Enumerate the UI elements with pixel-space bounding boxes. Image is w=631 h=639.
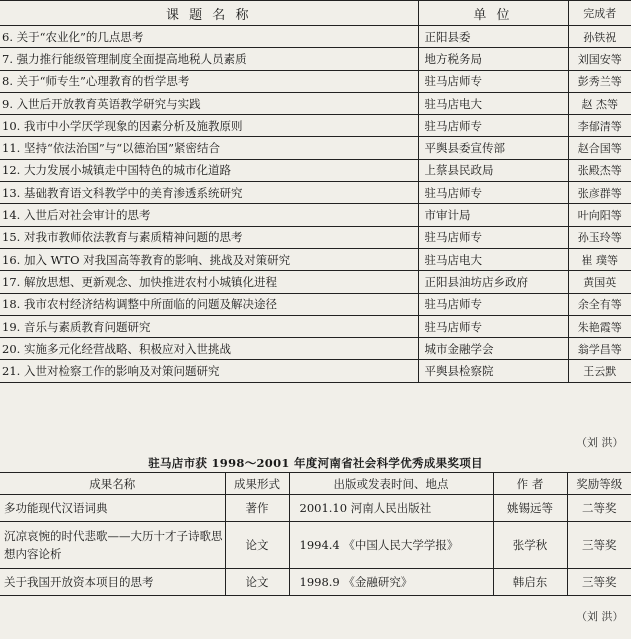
table-row — [0, 293, 631, 315]
table-row — [0, 70, 631, 92]
table-row — [0, 360, 631, 382]
row-name: 关于我国开放资本项目的思考 — [0, 569, 225, 596]
row-unit: 驻马店师专 — [418, 182, 568, 204]
credit-note: （刘 洪） — [576, 610, 624, 623]
row-author: 姚锡远等 — [493, 495, 567, 522]
table-row — [0, 522, 631, 569]
table-row — [0, 159, 631, 181]
row-title: 14. 入世后对社会审计的思考 — [0, 204, 418, 226]
table-row — [0, 137, 631, 159]
table-header-row — [0, 473, 631, 495]
row-author: 张彦群等 — [568, 182, 631, 204]
table-row — [0, 569, 631, 596]
row-pub: 1994.4 《中国人民大学学报》 — [289, 522, 493, 569]
row-author: 黄国英 — [568, 271, 631, 293]
row-unit: 驻马店电大 — [418, 92, 568, 114]
table-2-title: 驻马店市获 1998～2001 年度河南省社会科学优秀成果奖项目 — [148, 456, 483, 470]
row-title: 7. 强力推行能级管理制度全面提高地税人员素质 — [0, 48, 418, 70]
row-author: 刘国安等 — [568, 48, 631, 70]
row-title: 18. 我市农村经济结构调整中所面临的问题及解决途径 — [0, 293, 418, 315]
table-row — [0, 26, 631, 48]
row-name: 沉凉哀惋的时代悲歌——大历十才子诗歌思想内容论析 — [0, 522, 225, 569]
row-title: 16. 加入 WTO 对我国高等教育的影响、挑战及对策研究 — [0, 248, 418, 270]
table-row — [0, 315, 631, 337]
row-title: 9. 入世后开放教育英语教学研究与实践 — [0, 92, 418, 114]
row-unit: 地方税务局 — [418, 48, 568, 70]
row-title: 8. 关于“师专生”心理教育的哲学思考 — [0, 70, 418, 92]
row-unit: 正阳县油坊店乡政府 — [418, 271, 568, 293]
header-title: 课 题 名 称 — [0, 1, 418, 26]
table-row — [0, 48, 631, 70]
table-row — [0, 115, 631, 137]
row-title: 19. 音乐与素质教育问题研究 — [0, 315, 418, 337]
header-author: 作 者 — [493, 473, 567, 495]
credit-note: （刘 洪） — [576, 436, 624, 449]
table-header-row — [0, 1, 631, 26]
table-row — [0, 338, 631, 360]
row-unit: 正阳县委 — [418, 26, 568, 48]
row-author: 赵 杰等 — [568, 92, 631, 114]
table-row — [0, 92, 631, 114]
row-unit: 驻马店师专 — [418, 70, 568, 92]
row-author: 叶向阳等 — [568, 204, 631, 226]
row-author: 翁学昌等 — [568, 338, 631, 360]
row-form: 著作 — [225, 495, 289, 522]
row-author: 张殿杰等 — [568, 159, 631, 181]
row-unit: 市审计局 — [418, 204, 568, 226]
row-name: 多功能现代汉语词典 — [0, 495, 225, 522]
row-pub: 1998.9 《金融研究》 — [289, 569, 493, 596]
row-unit: 上蔡县民政局 — [418, 159, 568, 181]
row-author: 彭秀兰等 — [568, 70, 631, 92]
row-title: 11. 坚持“依法治国”与“以德治国”紧密结合 — [0, 137, 418, 159]
row-unit: 驻马店师专 — [418, 315, 568, 337]
row-title: 15. 对我市教师依法教育与素质精神问题的思考 — [0, 226, 418, 248]
row-level: 二等奖 — [567, 495, 631, 522]
row-title: 21. 入世对检察工作的影响及对策问题研究 — [0, 360, 418, 382]
table-row — [0, 271, 631, 293]
row-unit: 城市金融学会 — [418, 338, 568, 360]
row-unit: 平舆县委宣传部 — [418, 137, 568, 159]
row-unit: 平舆县检察院 — [418, 360, 568, 382]
row-title: 12. 大力发展小城镇走中国特色的城市化道路 — [0, 159, 418, 181]
header-name: 成果名称 — [0, 473, 225, 495]
row-level: 三等奖 — [567, 569, 631, 596]
row-form: 论文 — [225, 569, 289, 596]
row-author: 王云默 — [568, 360, 631, 382]
table-row — [0, 182, 631, 204]
row-title: 6. 关于“农业化”的几点思考 — [0, 26, 418, 48]
row-author: 孙玉玲等 — [568, 226, 631, 248]
row-author: 张学秋 — [493, 522, 567, 569]
table-row — [0, 495, 631, 522]
header-author: 完成者 — [568, 1, 631, 26]
header-level: 奖励等级 — [567, 473, 631, 495]
header-pub: 出版或发表时间、地点 — [289, 473, 493, 495]
row-title: 20. 实施多元化经营战略、积极应对入世挑战 — [0, 338, 418, 360]
row-author: 崔 璞等 — [568, 248, 631, 270]
awards-table-2 — [0, 472, 631, 596]
row-unit: 驻马店师专 — [418, 293, 568, 315]
row-title: 10. 我市中小学厌学现象的因素分析及施教原则 — [0, 115, 418, 137]
table-row — [0, 226, 631, 248]
row-unit: 驻马店师专 — [418, 115, 568, 137]
row-author: 孙铁祝 — [568, 26, 631, 48]
header-unit: 单 位 — [418, 1, 568, 26]
table-row — [0, 248, 631, 270]
table-row — [0, 204, 631, 226]
row-unit: 驻马店师专 — [418, 226, 568, 248]
row-author: 李郁清等 — [568, 115, 631, 137]
row-level: 三等奖 — [567, 522, 631, 569]
row-author: 朱艳霞等 — [568, 315, 631, 337]
row-title: 17. 解放思想、更新观念、加快推进农村小城镇化进程 — [0, 271, 418, 293]
row-title: 13. 基础教育语文科教学中的美育渗透系统研究 — [0, 182, 418, 204]
header-form: 成果形式 — [225, 473, 289, 495]
row-author: 赵合国等 — [568, 137, 631, 159]
row-author: 余全有等 — [568, 293, 631, 315]
row-unit: 驻马店电大 — [418, 248, 568, 270]
row-author: 韩启东 — [493, 569, 567, 596]
row-form: 论文 — [225, 522, 289, 569]
row-pub: 2001.10 河南人民出版社 — [289, 495, 493, 522]
